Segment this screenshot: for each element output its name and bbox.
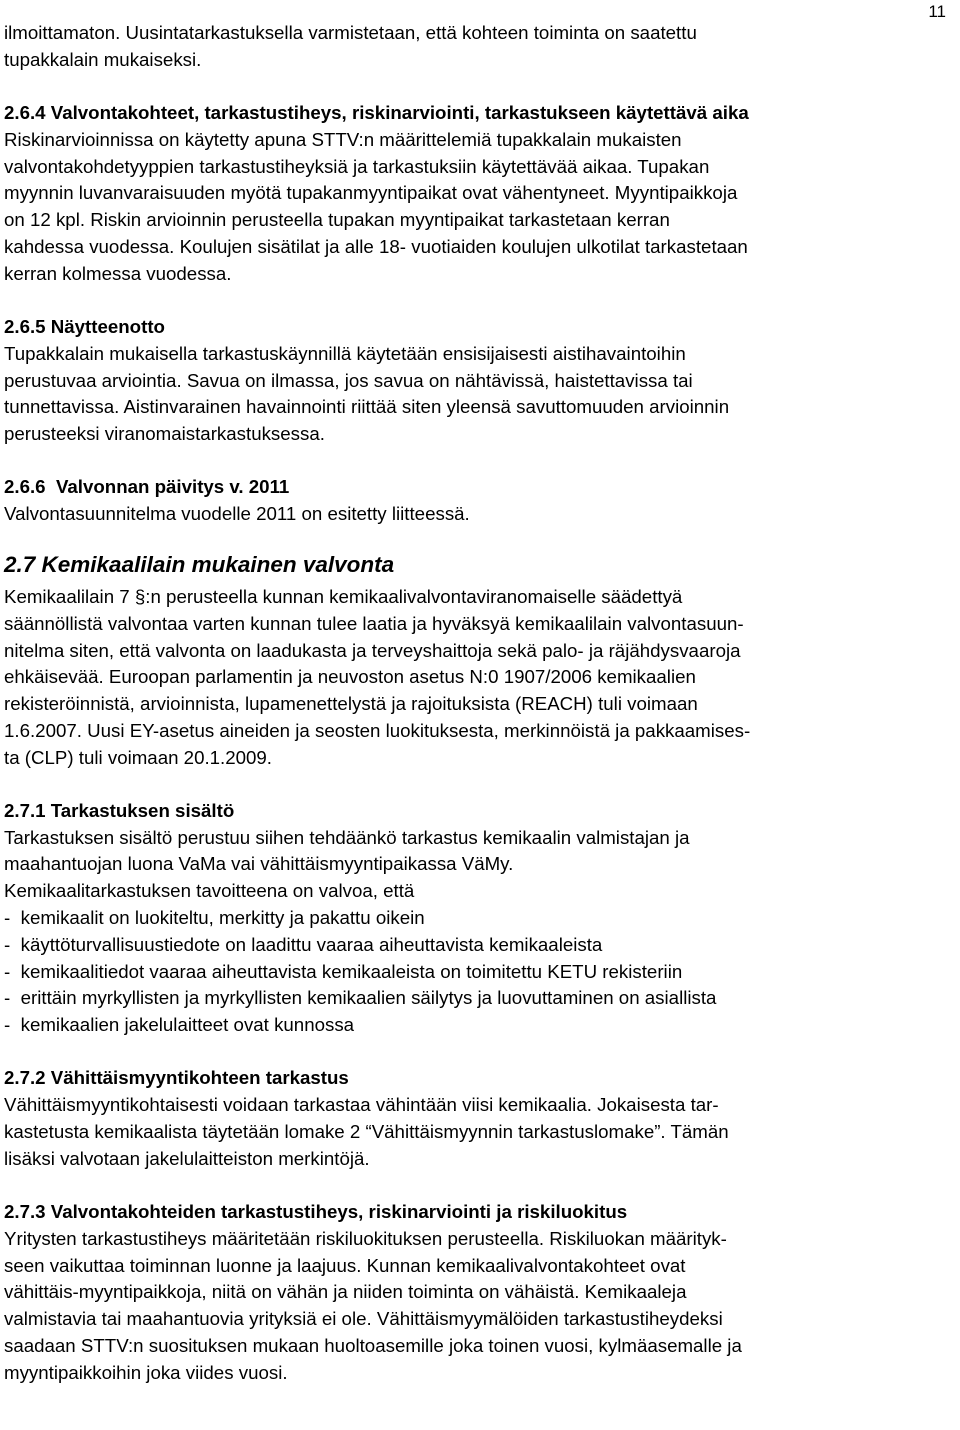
section-2-6-4	[4, 100, 956, 288]
text-line: tunnettavissa. Aistinvarainen havainnointi riittää siten yleensä savuttomuuden arvioinnin	[4, 396, 730, 418]
list-item: - erittäin myrkyllisten ja myrkyllisten kemikaalien säilytys ja luovuttaminen on asiallista	[4, 987, 717, 1009]
text-line: ta (CLP) tuli voimaan 20.1.2009.	[4, 746, 273, 768]
document-body	[4, 20, 956, 1387]
chapter-heading: 2.7 Kemikaalilain mukainen valvonta	[4, 551, 395, 577]
text-line: perusteeksi viranomaistarkastuksessa.	[4, 423, 325, 445]
section-2-6-5	[4, 314, 956, 448]
text-line: Kemikaalilain 7 §:n perusteella kunnan kemikaalivalvontaviranomaiselle säädettyä	[4, 585, 683, 607]
text-line: valmistavia tai maahantuovia yrityksiä ei ole. Vähittäismyymälöiden tarkastustiheydeksi	[4, 1308, 723, 1330]
text-line: Valvontasuunnitelma vuodelle 2011 on esitetty liitteessä.	[4, 503, 470, 525]
list-item: - kemikaalien jakelulaitteet ovat kunnossa	[4, 1014, 355, 1036]
section-2-7-2	[4, 1065, 956, 1172]
page-number: 11	[928, 2, 946, 21]
list-item: - kemikaalit on luokiteltu, merkitty ja pakattu oikein	[4, 907, 425, 929]
list-item: - kemikaalitiedot vaaraa aiheuttavista kemikaaleista on toimitettu KETU rekisteriin	[4, 960, 683, 982]
text-line: säännöllistä valvontaa varten kunnan tulee laatia ja hyväksyä kemikaalilain valvontasuun-	[4, 612, 744, 634]
text-line: maahantuojan luona VaMa vai vähittäismyyntipaikassa VäMy.	[4, 853, 514, 875]
section-heading: 2.6.5 Näytteenotto	[4, 315, 165, 337]
text-line: saadaan STTV:n suosituksen mukaan huoltoasemille joka toinen vuosi, kylmäasemalle ja	[4, 1335, 742, 1357]
section-heading: 2.7.2 Vähittäismyyntikohteen tarkastus	[4, 1067, 349, 1089]
text-line: valvontakohdetyyppien tarkastustiheyksiä ja tarkastuksiin käytettävää aikaa. Tupakan	[4, 155, 710, 177]
section-2-7-3	[4, 1199, 956, 1387]
section-2-7-1	[4, 798, 956, 1039]
text-line: rekisteröinnistä, arvioinnista, lupamenettelystä ja rajoituksista (REACH) tuli voimaan	[4, 693, 698, 715]
text-line: 1.6.2007. Uusi EY-asetus aineiden ja seosten luokituksesta, merkinnöistä ja pakkaamises-	[4, 719, 751, 741]
text-line: Riskinarvioinnissa on käytetty apuna STTV:n määrittelemiä tupakkalain mukaisten	[4, 128, 682, 150]
text-line: ilmoittamaton. Uusintatarkastuksella varmistetaan, että kohteen toiminta on saatettu	[4, 22, 697, 43]
text-line: tupakkalain mukaiseksi.	[4, 48, 202, 70]
text-line: Kemikaalitarkastuksen tavoitteena on valvoa, että	[4, 880, 415, 902]
section-heading: 2.6.6 Valvonnan päivitys v. 2011	[4, 476, 290, 498]
text-line: kahdessa vuodessa. Koulujen sisätilat ja alle 18- vuotiaiden koulujen ulkotilat tarkastetaan	[4, 235, 748, 257]
text-line: myyntipaikkoihin joka viides vuosi.	[4, 1361, 288, 1383]
text-line: Tupakkalain mukaisella tarkastuskäynnillä käytetään ensisijaisesti aistihavaintoihin	[4, 342, 686, 364]
text-line: Vähittäismyyntikohtaisesti voidaan tarkastaa vähintään viisi kemikaalia. Jokaisesta tar-	[4, 1094, 719, 1116]
text-line: perustuvaa arviointia. Savua on ilmassa, jos savua on nähtävissä, haistettavissa tai	[4, 369, 693, 391]
section-heading: 2.7.1 Tarkastuksen sisältö	[4, 799, 235, 821]
text-line: ehkäisevää. Euroopan parlamentin ja neuvoston asetus N:0 1907/2006 kemikaalien	[4, 666, 696, 688]
text-line: Yritysten tarkastustiheys määritetään riskiluokituksen perusteella. Riskiluokan määrityk-	[4, 1227, 727, 1249]
text-line: seen vaikuttaa toiminnan luonne ja laajuus. Kunnan kemikaalivalvontakohteet ovat	[4, 1254, 686, 1276]
section-heading: 2.7.3 Valvontakohteiden tarkastustiheys, riskinarviointi ja riskiluokitus	[4, 1201, 628, 1223]
text-line: vähittäis-myyntipaikkoja, niitä on vähän ja niiden toiminta on vähäistä. Kemikaaleja	[4, 1281, 687, 1303]
section-2-7	[4, 550, 956, 772]
text-line: lisäksi valvotaan jakelulaitteiston merkintöjä.	[4, 1147, 370, 1169]
list-item: - käyttöturvallisuustiedote on laadittu vaaraa aiheuttavista kemikaaleista	[4, 933, 603, 955]
text-line: kerran kolmessa vuodessa.	[4, 262, 232, 284]
text-line: myynnin luvanvaraisuuden myötä tupakanmyyntipaikat ovat vähentyneet. Myyntipaikkoja	[4, 182, 738, 204]
text-line: kastetusta kemikaalista täytetään lomake 2 “Vähittäismyynnin tarkastuslomake”. Tämän	[4, 1121, 729, 1143]
text-line: on 12 kpl. Riskin arvioinnin perusteella tupakan myyntipaikat tarkastetaan kerran	[4, 209, 670, 231]
intro-paragraph	[4, 20, 956, 74]
section-2-6-6	[4, 474, 956, 528]
text-line: nitelma siten, että valvonta on laadukasta ja terveyshaittoja sekä palo- ja räjähdysvaaroja	[4, 639, 741, 661]
section-heading: 2.6.4 Valvontakohteet, tarkastustiheys, riskinarviointi, tarkastukseen käytettävä aika	[4, 101, 749, 123]
text-line: Tarkastuksen sisältö perustuu siihen tehdäänkö tarkastus kemikaalin valmistajan ja	[4, 826, 690, 848]
